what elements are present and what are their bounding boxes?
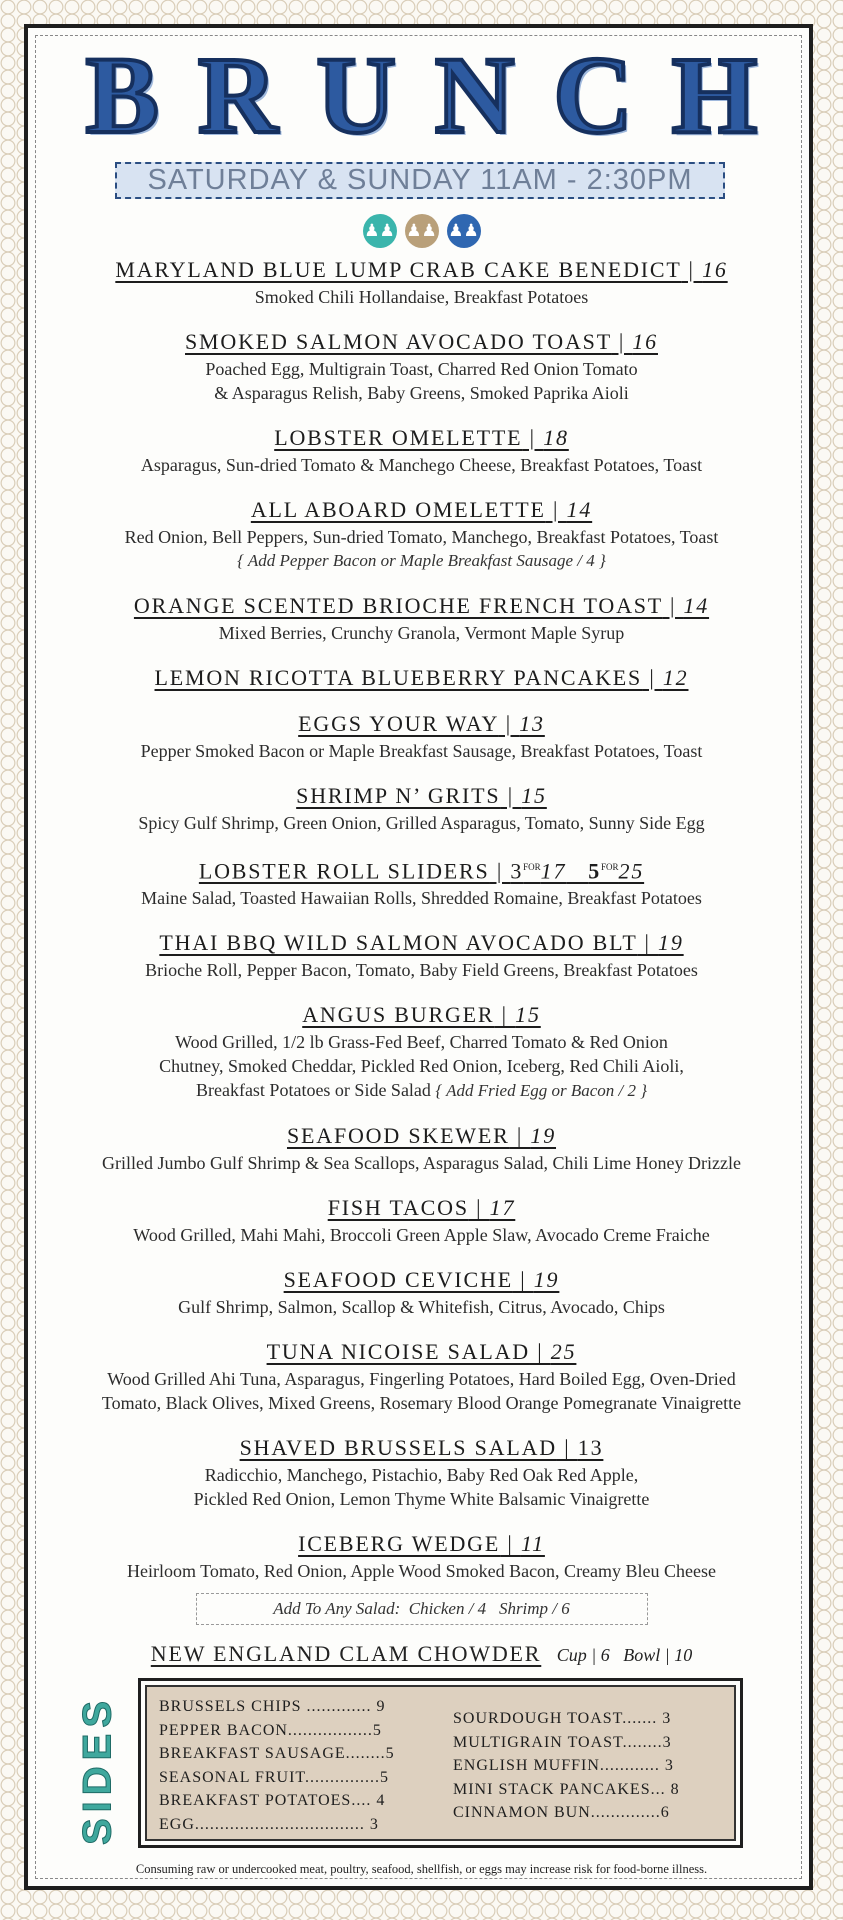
- item-price: 12: [662, 665, 689, 690]
- item-price: 18: [543, 425, 569, 450]
- item-description: Gulf Shrimp, Salmon, Scallop & Whitefish, Citrus, Avocado, Chips: [178, 1297, 665, 1318]
- item-price: 14: [683, 593, 710, 618]
- menu-item: SMOKED SALMON AVOCADO TOAST | 16 Poached Egg, Multigrain Toast, Charred Red Onion Tomato & Asparagus Relish, Baby Greens, Smoked Paprika Aioli: [30, 328, 813, 405]
- menu-item: ICEBERG WEDGE | 11 Heirloom Tomato, Red Onion, Apple Wood Smoked Bacon, Creamy Bleu Cheese: [30, 1530, 813, 1583]
- slider-qty-3: 3: [510, 858, 524, 884]
- side-item: BRUSSELS CHIPS ............. 9: [159, 1698, 386, 1715]
- group-icon: ♟♟: [405, 214, 439, 248]
- item-price: 17: [489, 1195, 516, 1221]
- item-price: 17: [540, 858, 567, 884]
- side-item: MINI STACK PANCAKES... 8: [453, 1780, 680, 1798]
- item-description: Wood Grilled, Mahi Mahi, Broccoli Green Apple Slaw, Avocado Creme Fraiche: [133, 1225, 710, 1246]
- menu-item: SEAFOOD CEVICHE | 19 Gulf Shrimp, Salmon, Scallop & Whitefish, Citrus, Avocado, Chips: [30, 1266, 813, 1319]
- menu-item: THAI BBQ WILD SALMON AVOCADO BLT | 19 Brioche Roll, Pepper Bacon, Tomato, Baby Field Greens, Breakfast Potatoes: [30, 929, 813, 982]
- side-item: MULTIGRAIN TOAST........3: [453, 1733, 672, 1751]
- item-description: Tomato, Black Olives, Mixed Greens, Rosemary Blood Orange Pomegranate Vinaigrette: [101, 1393, 742, 1414]
- side-item: BREAKFAST POTATOES.... 4: [159, 1792, 386, 1809]
- item-description: Mixed Berries, Crunchy Granola, Vermont Maple Syrup: [218, 623, 625, 643]
- item-description: Poached Egg, Multigrain Toast, Charred Red Onion Tomato: [205, 359, 638, 379]
- add-salad-option: Chicken / 4: [408, 1599, 487, 1619]
- slider-qty-5: 5: [588, 858, 601, 884]
- item-price: 16: [702, 257, 728, 282]
- menu-item: LOBSTER ROLL SLIDERS | $3^{FOR}17$ $5^{FOR}25$ Maine Salad, Toasted Hawaiian Rolls, Shredded Romaine, Breakfast Potatoes: [30, 854, 813, 910]
- item-title: SHRIMP N’ GRITS: [296, 783, 501, 808]
- item-price: 11: [520, 1531, 545, 1557]
- item-title: LOBSTER OMELETTE: [274, 425, 523, 450]
- item-description: Spicy Gulf Shrimp, Green Onion, Grilled Asparagus, Tomato, Sunny Side Egg: [138, 813, 705, 833]
- menu-item: SHAVED BRUSSELS SALAD | 13 Radicchio, Manchego, Pistachio, Baby Red Oak Red Apple, Pickled Red Onion, Lemon Thyme White Balsamic Vinaigrette: [30, 1434, 813, 1511]
- menu-item: EGGS YOUR WAY | 13 Pepper Smoked Bacon or Maple Breakfast Sausage, Breakfast Potatoes, Toast: [30, 710, 813, 763]
- item-price: 19: [658, 930, 684, 956]
- item-price: 25: [550, 1339, 577, 1365]
- side-item: ENGLISH MUFFIN............ 3: [453, 1757, 674, 1774]
- item-description: Breakfast Potatoes or Side Salad: [195, 1080, 431, 1101]
- allergy-disclaimer: Consuming raw or undercooked meat, poultry, seafood, shellfish, or eggs may increase risk for food-borne illness.: [135, 1862, 708, 1876]
- add-to-salad-box: [196, 1593, 648, 1625]
- item-description: Maine Salad, Toasted Hawaiian Rolls, Shredded Romaine, Breakfast Potatoes: [141, 888, 702, 909]
- item-price: 19: [533, 1267, 560, 1293]
- menu-item: TUNA NICOISE SALAD | 25 Wood Grilled Ahi Tuna, Asparagus, Fingerling Potatoes, Hard Boiled Egg, Oven-Dried Tomato, Black Olives, Mixed Greens, Rosemary Blood Orange Pomegranate Vinaigrette: [30, 1338, 813, 1415]
- item-price: 13: [519, 711, 545, 736]
- item-description: Pepper Smoked Bacon or Maple Breakfast Sausage, Breakfast Potatoes, Toast: [140, 741, 703, 761]
- sides-left-column: [159, 1695, 395, 1836]
- item-price: 16: [632, 329, 658, 354]
- item-title: SHAVED BRUSSELS SALAD: [239, 1435, 557, 1461]
- item-price: 15: [521, 783, 547, 808]
- group-icon: ♟♟: [363, 214, 397, 248]
- menu-item: SHRIMP N’ GRITS | 15 Spicy Gulf Shrimp, Green Onion, Grilled Asparagus, Tomato, Sunny Side Egg: [30, 782, 813, 835]
- item-title: ORANGE SCENTED BRIOCHE FRENCH TOAST: [133, 593, 663, 618]
- add-salad-option: Shrimp / 6: [498, 1599, 570, 1619]
- side-item: SEASONAL FRUIT...............5: [159, 1768, 390, 1786]
- side-item: SOURDOUGH TOAST....... 3: [453, 1710, 672, 1727]
- item-price: 14: [566, 497, 593, 522]
- item-description: Pickled Red Onion, Lemon Thyme White Balsamic Vinaigrette: [193, 1489, 650, 1510]
- add-salad-label: Add To Any Salad:: [273, 1599, 401, 1619]
- item-description: Grilled Jumbo Gulf Shrimp & Sea Scallops, Asparagus Salad, Chili Lime Honey Drizzle: [102, 1153, 741, 1174]
- item-description: Wood Grilled, 1/2 lb Grass-Fed Beef, Charred Tomato & Red Onion: [175, 1032, 668, 1053]
- sides-box: [138, 1678, 743, 1848]
- for-label: FOR: [523, 862, 541, 872]
- item-description: & Asparagus Relish, Baby Greens, Smoked Paprika Aioli: [214, 383, 629, 403]
- item-title: ICEBERG WEDGE: [298, 1531, 501, 1557]
- menu-item: ORANGE SCENTED BRIOCHE FRENCH TOAST | 14 Mixed Berries, Crunchy Granola, Vermont Maple Syrup: [30, 592, 813, 645]
- dietary-icons: [0, 214, 843, 250]
- sides-right-column: [453, 1707, 680, 1825]
- hours-banner: SATURDAY & SUNDAY 11AM - 2:30PM: [115, 162, 725, 199]
- item-description: Red Onion, Bell Peppers, Sun-dried Tomato, Manchego, Breakfast Potatoes, Toast: [124, 527, 719, 547]
- for-label: FOR: [601, 862, 619, 872]
- item-title: MARYLAND BLUE LUMP CRAB CAKE BENEDICT: [115, 257, 682, 282]
- side-item: BREAKFAST SAUSAGE........5: [159, 1745, 395, 1762]
- menu-item: MARYLAND BLUE LUMP CRAB CAKE BENEDICT | 16 Smoked Chili Hollandaise, Breakfast Potatoes: [30, 256, 813, 309]
- item-title: ALL ABOARD OMELETTE: [250, 497, 546, 522]
- sides-heading: SIDES: [75, 1694, 120, 1846]
- menu-list: [30, 256, 813, 1713]
- soup-title: NEW ENGLAND CLAM CHOWDER: [150, 1641, 542, 1667]
- menu-item: ANGUS BURGER | 15 Wood Grilled, 1/2 lb Grass-Fed Beef, Charred Tomato & Red Onion Chutney, Smoked Cheddar, Pickled Red Onion, Iceberg, Red Chili Aioli, Breakfast Potatoes or Side Salad { Add Fried Egg or Bacon / 2 }: [30, 1001, 813, 1103]
- bowl-label: Bowl: [623, 1645, 661, 1666]
- item-description: Asparagus, Sun-dried Tomato & Manchego Cheese, Breakfast Potatoes, Toast: [140, 455, 703, 475]
- item-title: TUNA NICOISE SALAD: [266, 1339, 530, 1365]
- item-title: LEMON RICOTTA BLUEBERRY PANCAKES: [154, 665, 643, 690]
- page-title: BRUNCH: [85, 34, 797, 156]
- menu-item: LOBSTER OMELETTE | 18 Asparagus, Sun-dried Tomato & Manchego Cheese, Breakfast Potatoes, Toast: [30, 424, 813, 477]
- cup-price: 6: [600, 1645, 610, 1666]
- item-price: 13: [577, 1435, 604, 1461]
- item-title: EGGS YOUR WAY: [298, 711, 499, 736]
- item-title: LOBSTER ROLL SLIDERS: [198, 858, 490, 884]
- item-title: THAI BBQ WILD SALMON AVOCADO BLT: [159, 930, 638, 956]
- menu-item: ALL ABOARD OMELETTE | 14 Red Onion, Bell Peppers, Sun-dried Tomato, Manchego, Breakfast Potatoes, Toast { Add Pepper Bacon or Maple Breakfast Sausage / 4 }: [30, 496, 813, 573]
- item-description: Radicchio, Manchego, Pistachio, Baby Red Oak Red Apple,: [204, 1465, 639, 1486]
- group-icon: ♟♟: [447, 214, 481, 248]
- item-price: 25: [618, 858, 645, 884]
- side-item: CINNAMON BUN..............6: [453, 1804, 670, 1821]
- item-description: Heirloom Tomato, Red Onion, Apple Wood Smoked Bacon, Creamy Bleu Cheese: [126, 1561, 717, 1582]
- menu-item: LEMON RICOTTA BLUEBERRY PANCAKES | 12: [154, 665, 689, 690]
- item-title: SEAFOOD SKEWER: [286, 1123, 510, 1149]
- item-title: SEAFOOD CEVICHE: [283, 1267, 513, 1293]
- item-title: ANGUS BURGER: [302, 1002, 495, 1028]
- menu-item: FISH TACOS | 17 Wood Grilled, Mahi Mahi, Broccoli Green Apple Slaw, Avocado Creme Fraiche: [30, 1194, 813, 1247]
- item-note: { Add Pepper Bacon or Maple Breakfast Sausage / 4 }: [237, 551, 606, 570]
- menu-item: SEAFOOD SKEWER | 19 Grilled Jumbo Gulf Shrimp & Sea Scallops, Asparagus Salad, Chili Lime Honey Drizzle: [30, 1122, 813, 1175]
- item-description: Brioche Roll, Pepper Bacon, Tomato, Baby Field Greens, Breakfast Potatoes: [145, 960, 698, 981]
- item-description: Wood Grilled Ahi Tuna, Asparagus, Fingerling Potatoes, Hard Boiled Egg, Oven-Dried: [107, 1369, 736, 1390]
- side-item: EGG.................................. 3: [159, 1815, 379, 1833]
- item-note: { Add Fried Egg or Bacon / 2 }: [435, 1081, 648, 1101]
- soup-item: NEW ENGLAND CLAM CHOWDER Cup | 6 Bowl | 10: [150, 1641, 693, 1667]
- item-description: Smoked Chili Hollandaise, Breakfast Potatoes: [254, 287, 589, 307]
- bowl-price: 10: [674, 1645, 693, 1666]
- item-price: 19: [530, 1123, 557, 1149]
- item-title: FISH TACOS: [327, 1195, 469, 1221]
- item-description: Chutney, Smoked Cheddar, Pickled Red Onion, Iceberg, Red Chili Aioli,: [159, 1056, 684, 1077]
- side-item: PEPPER BACON.................5: [159, 1721, 382, 1739]
- item-title: SMOKED SALMON AVOCADO TOAST: [185, 329, 612, 354]
- item-price: 15: [515, 1002, 541, 1028]
- cup-label: Cup: [556, 1645, 587, 1666]
